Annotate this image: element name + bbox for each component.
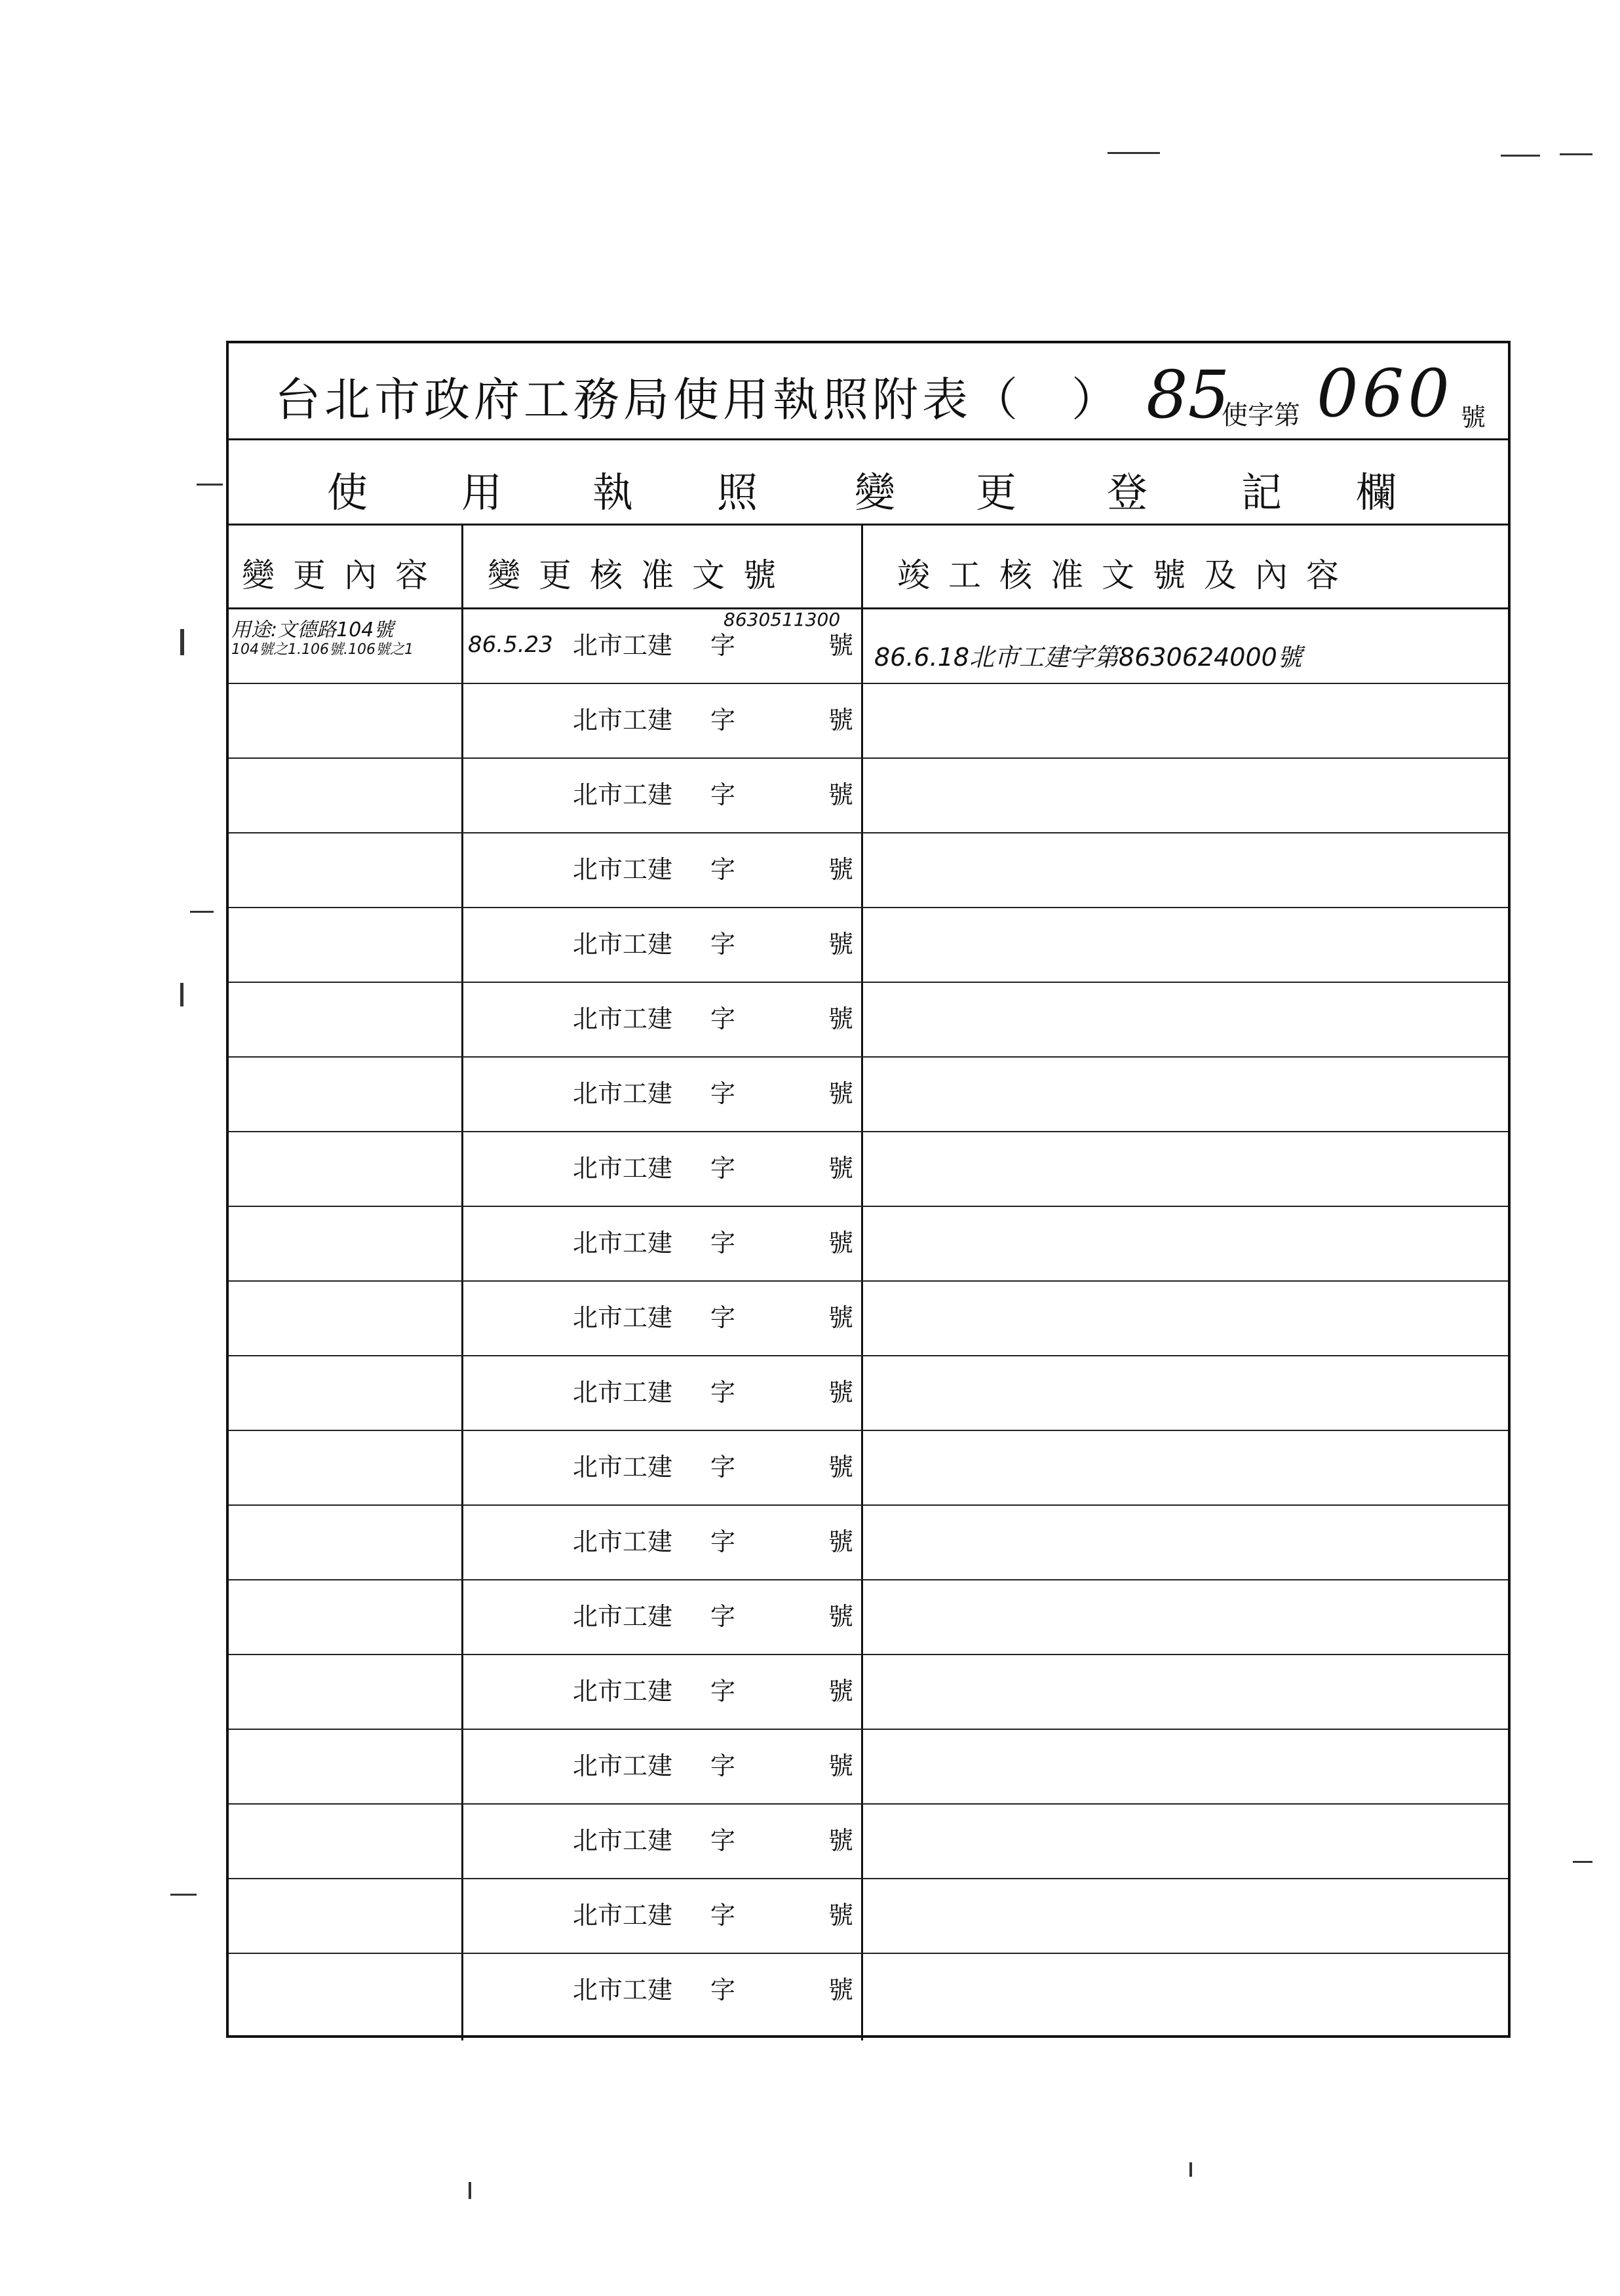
template-zi: 字 [710, 1901, 736, 1930]
permit-year-handwritten: 85 [1146, 356, 1230, 433]
table-row [229, 1431, 1508, 1506]
template-zi: 字 [710, 706, 736, 735]
template-hao: 號 [828, 1976, 854, 2004]
template-hao: 號 [828, 780, 854, 809]
template-org: 北市工建 [573, 1901, 673, 1930]
table-row [229, 684, 1508, 759]
template-zi: 字 [710, 1453, 736, 1482]
template-zi: 字 [710, 1303, 736, 1332]
header-completion: 竣工核准文號及內容 [897, 556, 1357, 594]
permit-number-handwritten: 060 [1317, 355, 1454, 432]
band-char: 執 [592, 469, 634, 516]
template-org: 北市工建 [573, 1303, 673, 1332]
template-hao: 號 [828, 1079, 854, 1108]
table-row [229, 1132, 1508, 1207]
band-char: 用 [461, 469, 503, 516]
template-org: 北市工建 [573, 1976, 673, 2004]
band-char: 更 [976, 469, 1017, 516]
table-row [229, 908, 1508, 983]
table-row [229, 1730, 1508, 1805]
template-hao: 號 [828, 1677, 854, 1706]
template-hao: 號 [828, 1378, 854, 1407]
form-title-row [229, 343, 1508, 440]
template-zi: 字 [710, 1378, 736, 1407]
band-char: 使 [327, 469, 368, 516]
template-hao: 號 [828, 1901, 854, 1930]
template-hao: 號 [828, 1004, 854, 1033]
table-row [229, 609, 1508, 684]
scan-mark [1189, 2162, 1192, 2177]
table-row [229, 1655, 1508, 1730]
registration-form [226, 341, 1511, 2038]
template-hao: 號 [828, 1229, 854, 1257]
template-zi: 字 [710, 930, 736, 959]
template-zi: 字 [710, 1004, 736, 1033]
template-hao: 號 [828, 1303, 854, 1332]
template-zi: 字 [710, 1079, 736, 1108]
template-zi: 字 [710, 1154, 736, 1183]
column-header-row [229, 526, 1508, 609]
table-row [229, 833, 1508, 908]
template-org: 北市工建 [573, 1378, 673, 1407]
template-hao: 號 [828, 1154, 854, 1183]
first-row-approval-number: 8630511300 [723, 609, 841, 630]
table-row [229, 1805, 1508, 1879]
template-zi: 字 [710, 780, 736, 809]
band-char: 變 [855, 469, 896, 516]
template-hao: 號 [828, 1602, 854, 1631]
scan-mark [469, 2182, 471, 2199]
table-row [229, 1207, 1508, 1282]
table-row [229, 759, 1508, 833]
permit-prefix: 使字第 [1222, 400, 1300, 430]
table-row [229, 1879, 1508, 1954]
template-zi: 字 [710, 1751, 736, 1780]
scan-mark [180, 629, 184, 655]
table-row [229, 1954, 1508, 2029]
scan-mark [180, 983, 183, 1006]
template-org: 北市工建 [573, 1826, 673, 1855]
table-row [229, 1580, 1508, 1655]
table-row [229, 1356, 1508, 1431]
table-row [229, 983, 1508, 1058]
template-org: 北市工建 [573, 706, 673, 735]
template-zi: 字 [710, 631, 736, 660]
template-hao: 號 [828, 1751, 854, 1780]
template-zi: 字 [710, 1527, 736, 1556]
template-zi: 字 [710, 1602, 736, 1631]
template-hao: 號 [828, 706, 854, 735]
section-band-heading [229, 440, 1508, 526]
template-org: 北市工建 [573, 1079, 673, 1108]
table-row [229, 1506, 1508, 1580]
template-zi: 字 [710, 1677, 736, 1706]
first-row-completion-text: 86.6.18北市工建字第8630624000號 [874, 643, 1302, 672]
permit-suffix: 號 [1461, 403, 1486, 432]
first-row-approval-date: 86.5.23 [468, 632, 553, 658]
register-rows [229, 609, 1508, 2029]
scan-mark [1573, 1861, 1592, 1863]
template-hao: 號 [828, 631, 854, 660]
scan-mark [1108, 152, 1160, 154]
template-org: 北市工建 [573, 1154, 673, 1183]
scan-mark [170, 1894, 197, 1896]
template-hao: 號 [828, 1527, 854, 1556]
template-org: 北市工建 [573, 1677, 673, 1706]
band-char: 欄 [1356, 469, 1397, 516]
template-zi: 字 [710, 1976, 736, 2004]
table-row [229, 1058, 1508, 1132]
template-hao: 號 [828, 855, 854, 884]
template-zi: 字 [710, 855, 736, 884]
template-org: 北市工建 [573, 1602, 673, 1631]
template-hao: 號 [828, 1826, 854, 1855]
template-org: 北市工建 [573, 855, 673, 884]
first-row-content-line2: 104號之1.106號.106號之1 [231, 641, 414, 658]
first-row-content-line1: 用途:文德路104號 [231, 619, 394, 641]
form-title: 台北市政府工務局使用執照附表（ ） [275, 373, 1121, 427]
template-zi: 字 [710, 1826, 736, 1855]
band-char: 照 [717, 469, 758, 516]
template-hao: 號 [828, 930, 854, 959]
header-change-approval: 變更核准文號 [488, 556, 794, 594]
table-row [229, 1282, 1508, 1356]
template-org: 北市工建 [573, 1751, 673, 1780]
scan-mark [1560, 153, 1592, 155]
template-zi: 字 [710, 1229, 736, 1257]
template-org: 北市工建 [573, 1453, 673, 1482]
template-hao: 號 [828, 1453, 854, 1482]
header-change-content: 變更內容 [242, 556, 446, 594]
band-char: 登 [1107, 469, 1148, 516]
template-org: 北市工建 [573, 1004, 673, 1033]
template-org: 北市工建 [573, 930, 673, 959]
template-org: 北市工建 [573, 780, 673, 809]
scan-mark [197, 484, 223, 486]
scan-mark [190, 911, 214, 913]
template-org: 北市工建 [573, 1527, 673, 1556]
template-org: 北市工建 [573, 631, 673, 660]
template-org: 北市工建 [573, 1229, 673, 1257]
band-char: 記 [1241, 469, 1282, 516]
scan-mark [1501, 155, 1540, 157]
